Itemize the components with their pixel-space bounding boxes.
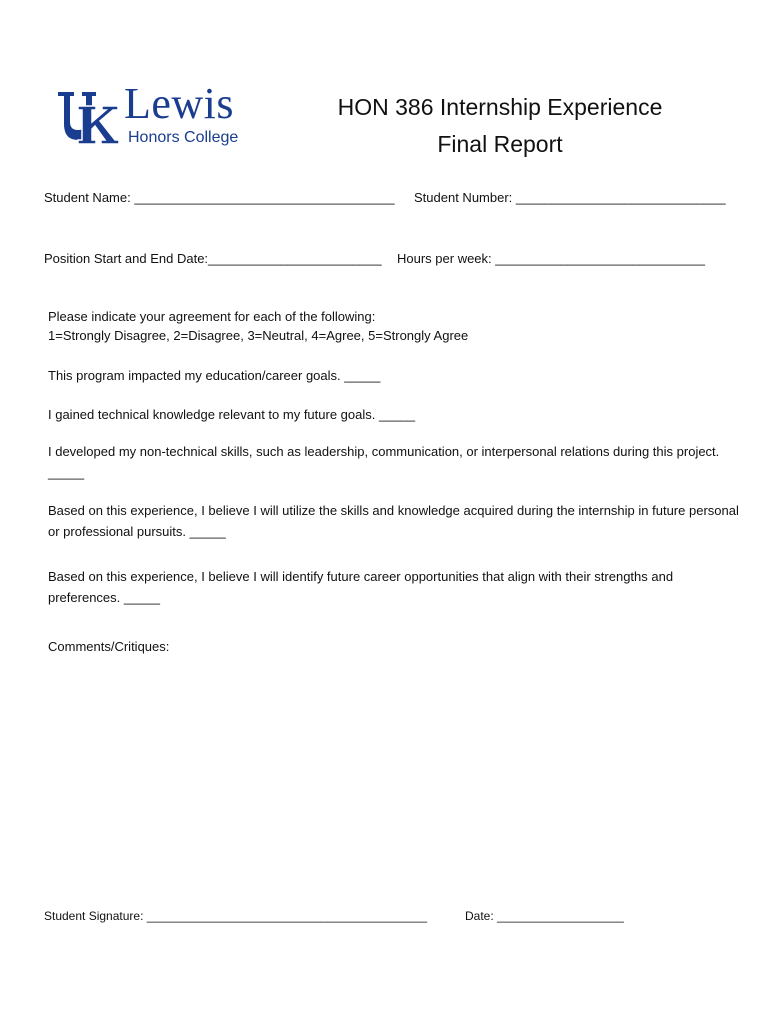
hours-per-week-field[interactable]: Hours per week: _____________________________ xyxy=(397,251,705,266)
report-title-line1: HON 386 Internship Experience xyxy=(337,94,663,120)
rating-scale: 1=Strongly Disagree, 2=Disagree, 3=Neutral, 4=Agree, 5=Strongly Agree xyxy=(48,328,469,343)
instructions-line1: Please indicate your agreement for each of the following: xyxy=(48,309,376,324)
question-2[interactable]: I gained technical knowledge relevant to my future goals. _____ xyxy=(48,407,416,422)
question-4[interactable]: Based on this experience, I believe I will utilize the skills and knowledge acquired during the internship in future personal or professional pursuits. _____ xyxy=(48,503,739,539)
uk-logo-icon xyxy=(56,88,120,146)
lewis-honors-college-logo xyxy=(56,79,256,150)
logo-subtitle: Honors College xyxy=(128,129,239,146)
logo-name: Lewis xyxy=(124,79,235,128)
question-1[interactable]: This program impacted my education/career goals. _____ xyxy=(48,368,381,383)
comments-label: Comments/Critiques: xyxy=(48,639,170,654)
date-field[interactable]: Date: ___________________ xyxy=(465,909,624,923)
report-title-line2: Final Report xyxy=(437,131,563,157)
student-number-field[interactable]: Student Number: _____________________________ xyxy=(414,190,726,205)
student-name-field[interactable]: Student Name: ____________________________________ xyxy=(44,190,395,205)
student-signature-field[interactable]: Student Signature: __________________________________________ xyxy=(44,909,428,923)
position-dates-field[interactable]: Position Start and End Date:________________________ xyxy=(44,251,382,266)
question-3[interactable]: I developed my non-technical skills, such as leadership, communication, or interpersonal relations during this project. _____ xyxy=(48,444,720,480)
question-5[interactable]: Based on this experience, I believe I will identify future career opportunities that align with their strengths and preferences. _____ xyxy=(48,569,674,605)
